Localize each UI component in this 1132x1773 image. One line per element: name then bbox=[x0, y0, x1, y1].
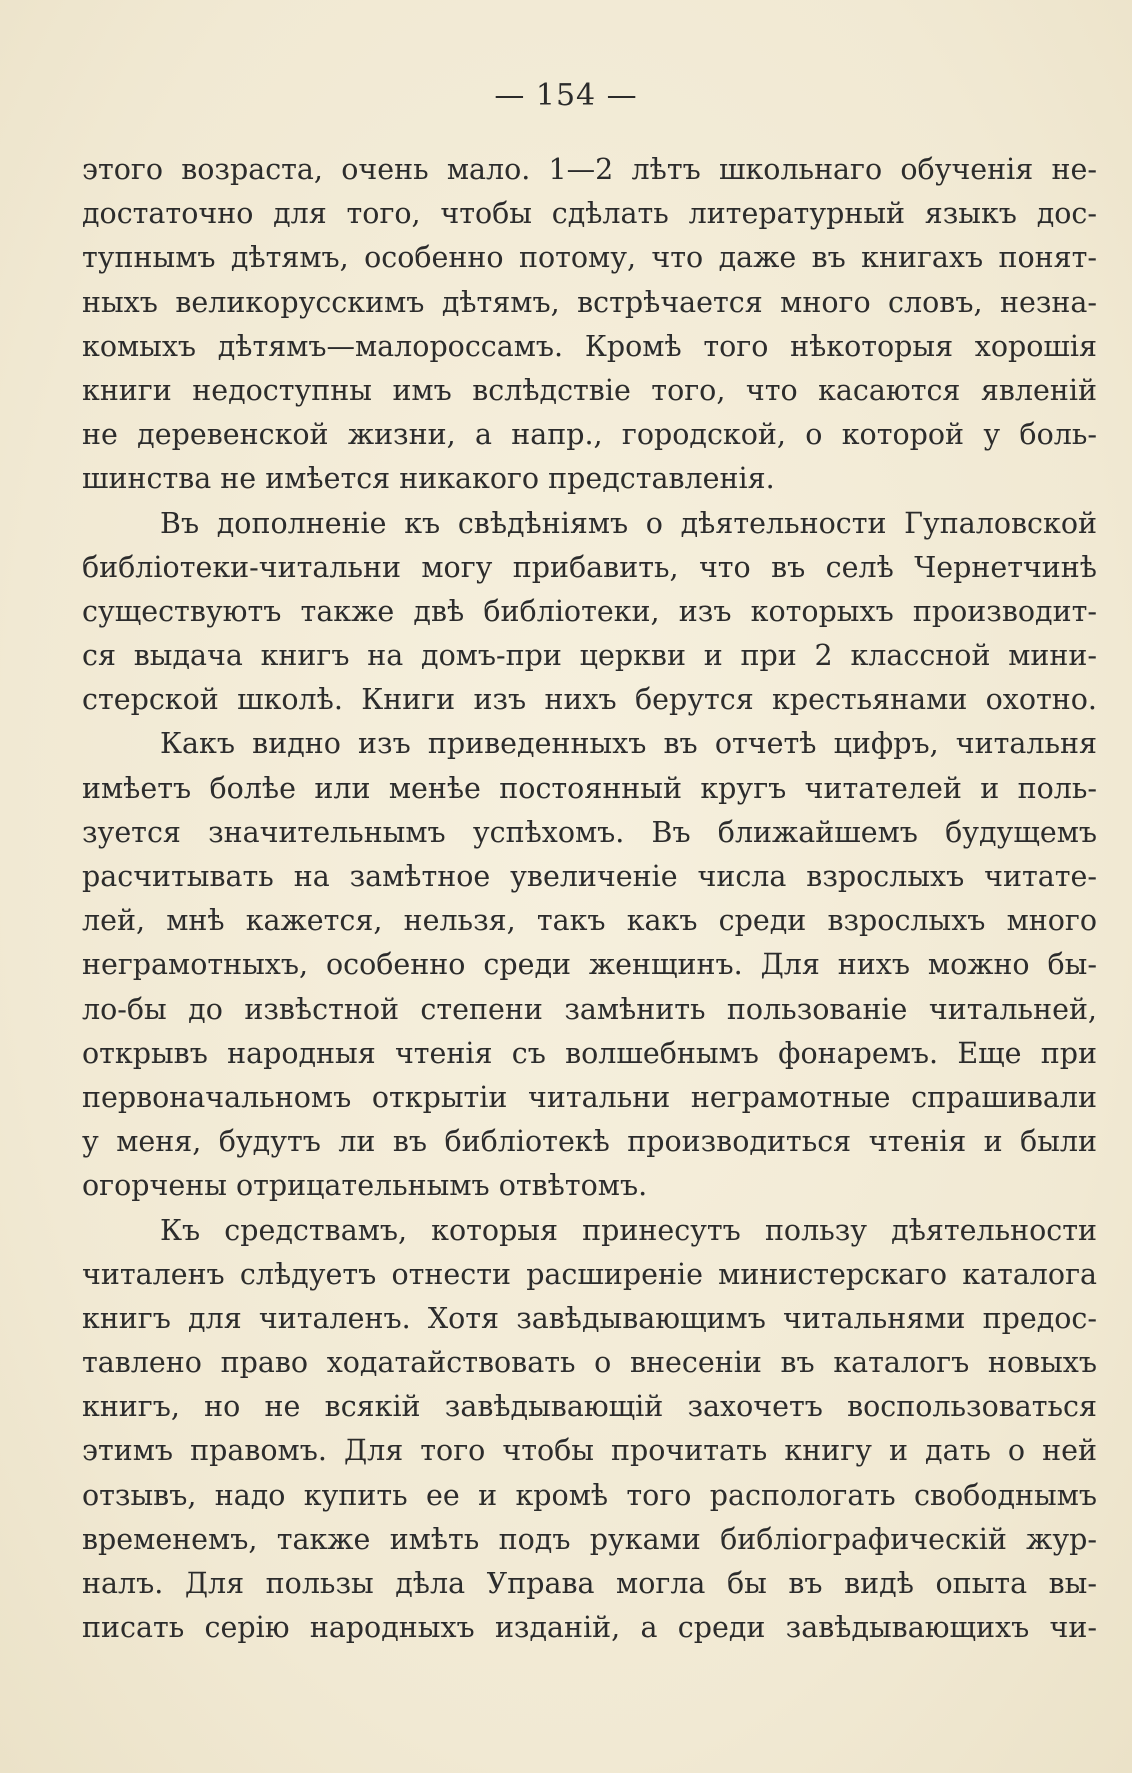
text-line: неграмотныхъ, особенно среди женщинъ. Для нихъ можно бы- bbox=[82, 948, 1097, 982]
text-line: этого возраста, очень мало. 1—2 лѣтъ школьнаго обученія не- bbox=[82, 153, 1097, 186]
text-line: существуютъ также двѣ библіотеки, изъ которыхъ производит- bbox=[82, 594, 1097, 628]
text-line: открывъ народныя чтенія съ волшебнымъ фонаремъ. Еще при bbox=[82, 1036, 1097, 1070]
text-line: стерской школѣ. Книги изъ нихъ берутся крестьянами охотно. bbox=[82, 683, 1097, 717]
text-line: зуется значительнымъ успѣхомъ. Въ ближайшемъ будущемъ bbox=[82, 815, 1097, 849]
body-text bbox=[82, 148, 1097, 1650]
text-line: лей, мнѣ кажется, нельзя, такъ какъ среди взрослыхъ много bbox=[82, 904, 1097, 938]
text-line: читаленъ слѣдуетъ отнести расширеніе министерскаго каталога bbox=[82, 1257, 1097, 1291]
text-line: у меня, будутъ ли въ библіотекѣ производиться чтенія и были bbox=[82, 1125, 1097, 1159]
text-line: Въ дополненіе къ свѣдѣніямъ о дѣятельности Гупаловской bbox=[160, 506, 1097, 540]
text-line: книгъ для читаленъ. Хотя завѣдывающимъ читальнями предос- bbox=[82, 1301, 1097, 1335]
text-line: Какъ видно изъ приведенныхъ въ отчетѣ цифръ, читальня bbox=[160, 727, 1097, 761]
text-line: книгъ, но не всякій завѣдывающій захочетъ воспользоваться bbox=[82, 1390, 1097, 1424]
page-number: — 154 — bbox=[494, 78, 638, 113]
text-line: ныхъ великорусскимъ дѣтямъ, встрѣчается много словъ, незна- bbox=[82, 285, 1097, 319]
text-line: первоначальномъ открытіи читальни неграмотные спрашивали bbox=[82, 1080, 1097, 1114]
text-line: налъ. Для пользы дѣла Управа могла бы въ видѣ опыта вы- bbox=[82, 1567, 1097, 1600]
text-line: шинства не имѣется никакого представленія. bbox=[82, 462, 775, 496]
text-line: библіотеки-читальни могу прибавить, что въ селѣ Чернетчинѣ bbox=[82, 550, 1097, 584]
text-line: достаточно для того, чтобы сдѣлать литературный языкъ дос- bbox=[82, 197, 1097, 231]
text-line: ся выдача книгъ на домъ-при церкви и при 2 классной мини- bbox=[82, 639, 1097, 673]
text-line: огорчены отрицательнымъ отвѣтомъ. bbox=[82, 1169, 648, 1203]
text-line: книги недоступны имъ вслѣдствіе того, что касаются явленій bbox=[82, 373, 1097, 407]
text-line: имѣетъ болѣе или менѣе постоянный кругъ читателей и поль- bbox=[82, 771, 1097, 805]
text-line: тавлено право ходатайствовать о внесеніи въ каталогъ новыхъ bbox=[82, 1346, 1097, 1380]
text-line: комыхъ дѣтямъ—малороссамъ. Кромѣ того нѣкоторыя хорошія bbox=[82, 329, 1097, 363]
text-line: временемъ, также имѣть подъ руками библіографическій жур- bbox=[82, 1522, 1097, 1556]
text-line: писать серію народныхъ изданій, а среди завѣдывающихъ чи- bbox=[82, 1611, 1097, 1645]
text-line: не деревенской жизни, а напр., городской, о которой у боль- bbox=[82, 418, 1097, 452]
text-line: Къ средствамъ, которыя принесутъ пользу дѣятельности bbox=[160, 1213, 1097, 1247]
text-line: тупнымъ дѣтямъ, особенно потому, что даже въ книгахъ понят- bbox=[82, 241, 1097, 275]
text-line: расчитывать на замѣтное увеличеніе числа взрослыхъ читате- bbox=[82, 860, 1097, 893]
text-line: ло-бы до извѣстной степени замѣнить пользованіе читальней, bbox=[82, 992, 1097, 1026]
text-line: отзывъ, надо купить ее и кромѣ того распологать свободнымъ bbox=[82, 1478, 1097, 1512]
text-line: этимъ правомъ. Для того чтобы прочитать книгу и дать о ней bbox=[82, 1434, 1097, 1468]
